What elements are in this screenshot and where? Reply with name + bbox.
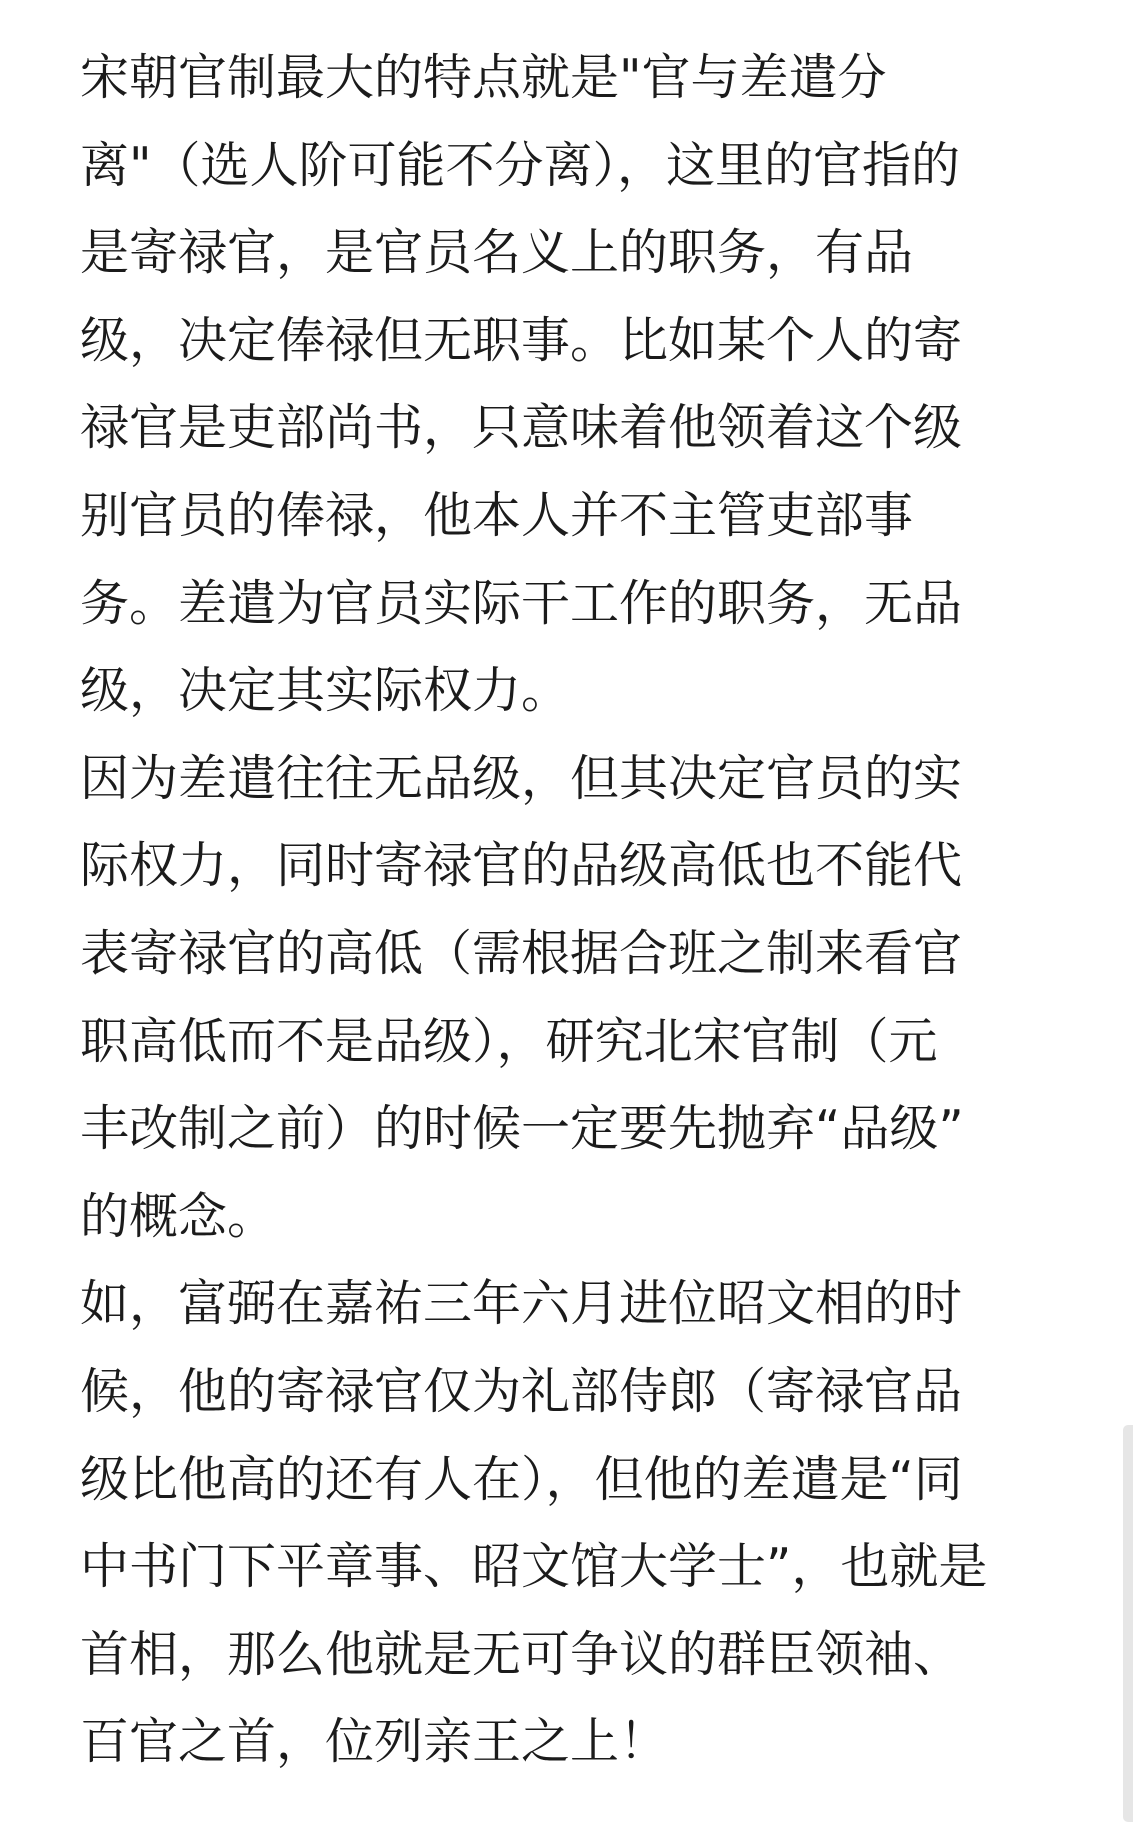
text-line: 的概念。 [80,1187,277,1245]
text-line: 级，决定俸禄但无职事。比如某个人的寄 [80,311,963,369]
text-line: 禄官是吏部尚书，只意味着他领着这个级 [80,399,963,457]
text-line: 候，他的寄禄官仅为礼部侍郎（寄禄官品 [80,1362,963,1420]
text-line: 因为差遣往往无品级，但其决定官员的实 [80,749,963,807]
text-line: 级，决定其实际权力。 [80,662,571,720]
text-line: 别官员的俸禄，他本人并不主管吏部事 [80,486,914,544]
text-line: 表寄禄官的高低（需根据合班之制来看官 [80,924,963,982]
text-line: 中书门下平章事、昭文馆大学士”，也就是 [80,1538,988,1596]
text-line: 离"（选人阶可能不分离），这里的官指的 [80,136,961,194]
scrollbar[interactable] [1123,1425,1133,1822]
text-line: 职高低而不是品级），研究北宋官制（元 [80,1012,938,1070]
text-line: 丰改制之前）的时候一定要先抛弃“品级” [80,1100,964,1158]
text-line: 际权力，同时寄禄官的品级高低也不能代 [80,837,963,895]
text-line: 级比他高的还有人在），但他的差遣是“同 [80,1450,963,1508]
text-line: 如，富弼在嘉祐三年六月进位昭文相的时 [80,1275,963,1333]
article-text [80,34,1060,1786]
text-line: 务。差遣为官员实际干工作的职务，无品 [80,574,963,632]
text-line: 首相，那么他就是无可争议的群臣领袖、 [80,1625,963,1683]
text-line: 百官之首，位列亲王之上！ [80,1713,669,1771]
text-line: 是寄禄官，是官员名义上的职务，有品 [80,224,914,282]
text-line: 宋朝官制最大的特点就是"官与差遣分 [80,49,887,106]
